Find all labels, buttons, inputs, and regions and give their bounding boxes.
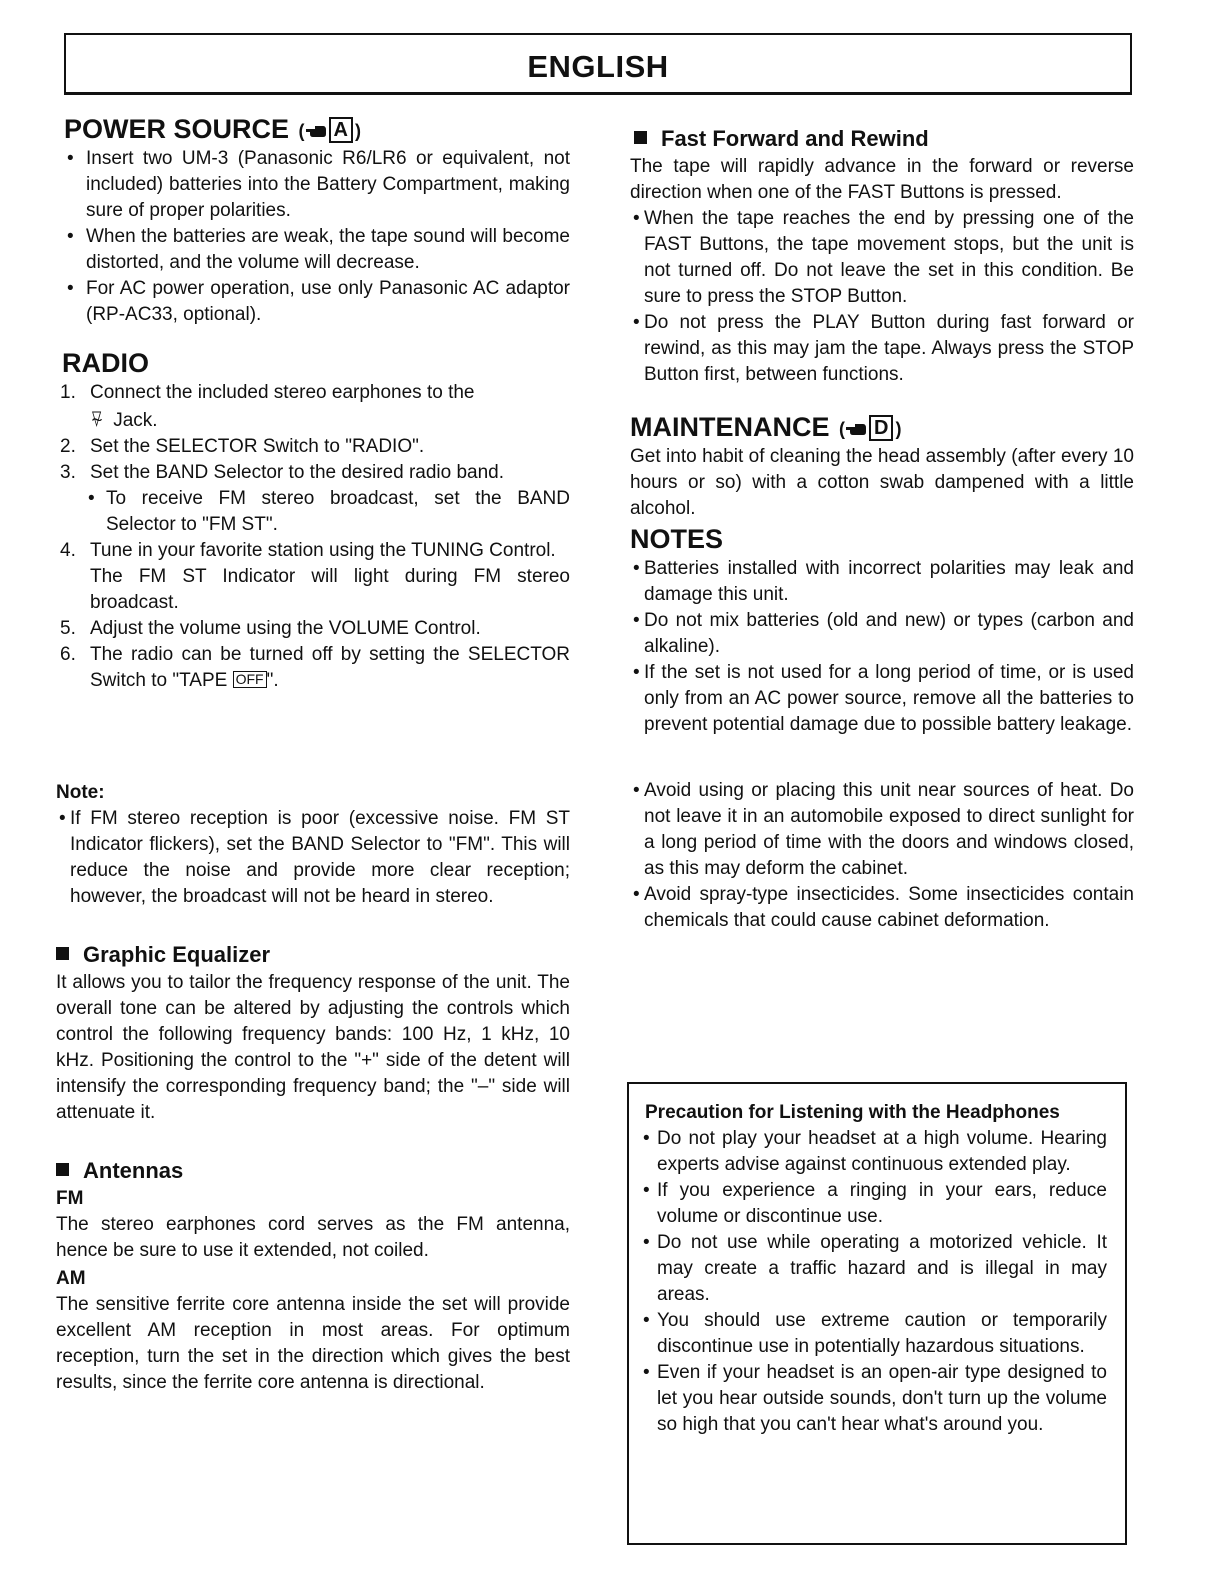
radio-heading: RADIO (62, 348, 149, 378)
radio-step-3: 3. Set the BAND Selector to the desired radio band. (60, 462, 505, 483)
fast-forward-bullet-2: • Do not press the PLAY Button during fast forward or rewind, as this may jam the tape. Always press the STOP Button first, between functions. (630, 310, 1134, 388)
precaution-bullet-5: • Even if your headset is an open-air type designed to let you hear outside sounds, don't turn up the volume so high that you can't hear what's around you. (645, 1360, 1107, 1438)
note-section (56, 780, 570, 910)
language-title: ENGLISH (527, 49, 669, 84)
right-column (630, 124, 1134, 934)
precaution-heading: Precaution for Listening with the Headphones (645, 1102, 1060, 1123)
precaution-bullet-3: • Do not use while operating a motorized vehicle. It may create a traffic hazard and is illegal in may areas. (645, 1230, 1107, 1308)
fm-label: FM (56, 1188, 84, 1209)
precaution-bullet-4: • You should use extreme caution or temporarily discontinue use in potentially hazardous situations. (645, 1308, 1107, 1360)
maintenance-section (630, 410, 1134, 522)
note-heading: Note: (56, 782, 105, 803)
antennas-heading: Antennas (56, 1156, 570, 1186)
figure-ref-d: D (869, 415, 893, 441)
maintenance-heading: MAINTENANCE ( D ) (630, 412, 902, 442)
pointing-hand-icon: ( (839, 419, 867, 439)
precaution-bullet-1: • Do not play your headset at a high volume. Hearing experts advise against continuous extended play. (645, 1126, 1107, 1178)
graphic-equalizer-heading: Graphic Equalizer (56, 940, 570, 970)
antennas-section (56, 1156, 570, 1396)
fast-forward-text: The tape will rapidly advance in the forward or reverse direction when one of the FAST Buttons is pressed. (630, 156, 1134, 203)
graphic-equalizer-text: It allows you to tailor the frequency response of the unit. The overall tone can be altered by adjusting the controls which control the following frequency bands: 100 Hz, 1 kHz, 10 kHz. Positioning the control to the "+" side of the detent will intensify the corresponding frequency band; the "–" side will attenuate it. (56, 972, 570, 1123)
language-header (64, 33, 1132, 95)
notes-bullet-1: • Batteries installed with incorrect polarities may leak and damage this unit. (630, 556, 1134, 608)
off-label: OFF (233, 671, 267, 688)
radio-step-2: 2. Set the SELECTOR Switch to "RADIO". (60, 436, 425, 457)
notes-bullet-2: • Do not mix batteries (old and new) or types (carbon and alkaline). (630, 608, 1134, 660)
graphic-equalizer-section (56, 940, 570, 1126)
headphones-icon: ⍫ (90, 406, 104, 431)
power-bullet-1: • Insert two UM-3 (Panasonic R6/LR6 or equivalent, not included) batteries into the Battery Compartment, making sure of proper polarities. (64, 146, 570, 224)
notes-bullet-5: • Avoid spray-type insecticides. Some insecticides contain chemicals that could cause cabinet deformation. (630, 882, 1134, 934)
radio-step-5: 5. Adjust the volume using the VOLUME Control. (60, 618, 481, 639)
power-bullet-2: • When the batteries are weak, the tape sound will become distorted, and the volume will decrease. (64, 224, 570, 276)
notes-section (630, 522, 1134, 934)
maintenance-text: Get into habit of cleaning the head assembly (after every 10 hours or so) with a cotton swab dampened with a little alcohol. (630, 446, 1134, 519)
am-label: AM (56, 1268, 86, 1289)
radio-step-4-b: The FM ST Indicator will light during FM stereo broadcast. (90, 566, 570, 613)
notes-bullet-4: • Avoid using or placing this unit near sources of heat. Do not leave it in an automobile exposed to direct sunlight for a long period of time with the doors and windows closed, as this may deform the cabinet. (630, 778, 1134, 882)
fast-forward-bullet-1: • When the tape reaches the end by pressing one of the FAST Buttons, the tape movement stops, but the unit is not turned off. Do not leave the set in this condition. Be sure to press the STOP Button. (630, 206, 1134, 310)
notes-bullet-3: • If the set is not used for a long period of time, or is used only from an AC power source, remove all the batteries to prevent potential damage due to possible battery leakage. (630, 660, 1134, 738)
radio-step-6: 6. The radio can be turned off by setting the SELECTOR Switch to "TAPE OFF ". (60, 644, 570, 691)
radio-step-1: 1. Connect the included stereo earphones to the ⍫ Jack. (60, 382, 475, 431)
fast-forward-section (630, 124, 1134, 388)
power-bullet-3: • For AC power operation, use only Panasonic AC adaptor (RP-AC33, optional). (64, 276, 570, 328)
headphone-precaution-box (627, 1082, 1127, 1545)
fast-forward-heading: Fast Forward and Rewind (634, 124, 1134, 154)
power-source-section (56, 112, 570, 328)
precaution-bullet-2: • If you experience a ringing in your ears, reduce volume or discontinue use. (645, 1178, 1107, 1230)
note-bullet: • If FM stereo reception is poor (excessive noise. FM ST Indicator flickers), set the BAND Selector to "FM". This will reduce the noise and provide more clear reception; however, the broadcast will not be heard in stereo. (56, 806, 570, 910)
left-column (56, 112, 570, 1396)
fm-text: The stereo earphones cord serves as the FM antenna, hence be sure to use it extended, not coiled. (56, 1214, 570, 1261)
pointing-hand-icon: ( (299, 121, 327, 141)
notes-heading: NOTES (630, 524, 724, 554)
figure-ref-a: A (329, 117, 353, 143)
am-text: The sensitive ferrite core antenna inside the set will provide excellent AM reception in most areas. For optimum reception, turn the set in the direction which gives the best results, since the ferrite core antenna is directional. (56, 1294, 570, 1393)
radio-step-3-sub: • To receive FM stereo broadcast, set the BAND Selector to "FM ST". (56, 486, 570, 538)
power-source-heading: POWER SOURCE ( A ) (64, 114, 361, 144)
radio-step-4: 4. Tune in your favorite station using the TUNING Control. (60, 540, 556, 561)
radio-section (56, 346, 570, 694)
